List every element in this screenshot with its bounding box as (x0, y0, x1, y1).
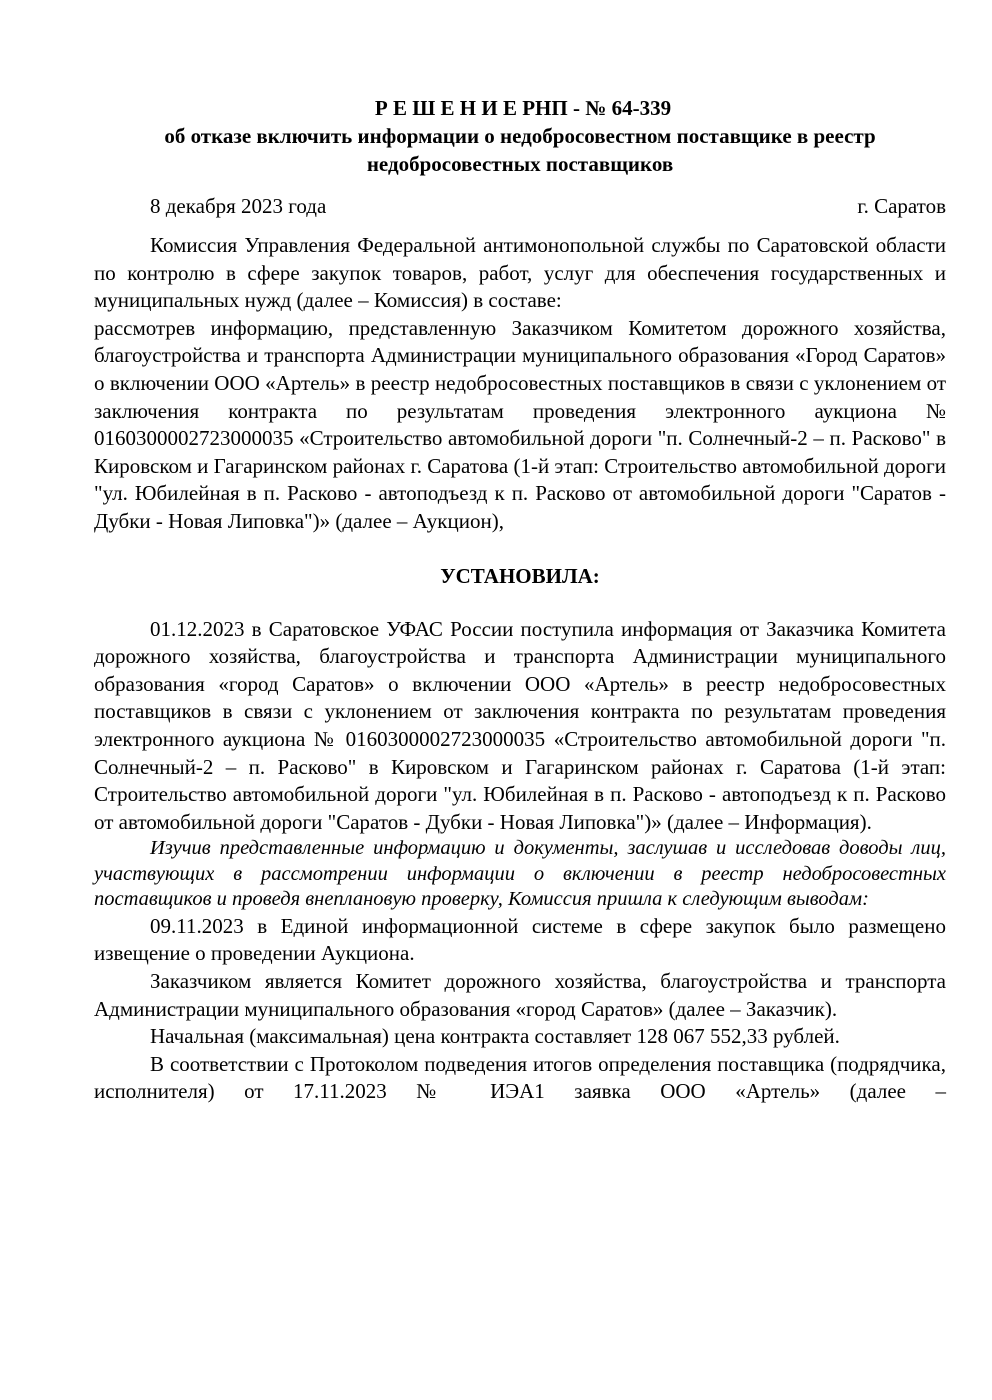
body-paragraph-price: Начальная (максимальная) цена контракта составляет 128 067 552,33 рублей. (150, 1024, 840, 1049)
intro-commission-paragraph: Комиссия Управления Федеральной антимонопольной службы по Саратовской области по контролю в сфере закупок товаров, работ, услуг для обеспечения государственных и муниципальных нужд (далее – Комиссия) в составе: (94, 233, 946, 313)
decision-subject: об отказе включить информации о недобросовестном поставщике в реестр недобросовестных поставщиков (164, 124, 876, 176)
section-heading: УСТАНОВИЛА: (440, 563, 600, 588)
body-paragraph-protocol: В соответствии с Протоколом подведения итогов определения поставщика (подрядчика, исполнителя) от 17.11.2023 № ИЭА1 заявка ООО «Артель» (далее – (94, 1051, 946, 1104)
date-place-row (94, 192, 946, 220)
body-paragraph-notice: 09.11.2023 в Единой информационной системе в сфере закупок было размещено извещение о проведении Аукциона. (94, 913, 946, 966)
decision-date: 8 декабря 2023 года (150, 194, 327, 218)
document-page (94, 94, 946, 1106)
body-paragraph-info-received: 01.12.2023 в Саратовское УФАС России поступила информация от Заказчика Комитета дорожного хозяйства, благоустройства и транспорта Администрации муниципального образования «город Саратов» о включении ООО «Артель» в реестр недобросовестных поставщиков в связи с уклонением от заключения контракта по результатам проведения электронного аукциона № 0160300002723000035 «Строительство автомобильной дороги "п. Солнечный-2 – п. Расково" в Кировском и Гагаринском районах г. Саратова (1-й этап: Строительство автомобильной дороги "ул. Юбилейная в п. Расково - автоподъезд к п. Расково от автомобильной дороги "Саратов - Дубки - Новая Липовка")» (далее – Информация). (94, 616, 946, 834)
body-paragraph-findings: Изучив представленные информацию и документы, заслушав и исследовав доводы лиц, участвующих в рассмотрении информации о включении в реестр недобросовестных поставщиков и проведя внеплановую проверку, Комиссия пришла к следующим выводам: (94, 837, 946, 911)
intro-review-paragraph: рассмотрев информацию, представленную Заказчиком Комитетом дорожного хозяйства, благоустройства и транспорта Администрации муниципального образования «Город Саратов» о включении ООО «Артель» в реестр недобросовестных поставщиков в связи с уклонением от заключения контракта по результатам проведения электронного аукциона № 0160300002723000035 «Строительство автомобильной дороги "п. Солнечный-2 – п. Расково" в Кировском и Гагаринском районах г. Саратова (1-й этап: Строительство автомобильной дороги "ул. Юбилейная в п. Расково - автоподъезд к п. Расково от автомобильной дороги "Саратов - Дубки - Новая Липовка")» (далее – Аукцион), (94, 315, 946, 533)
decision-city: г. Саратов (857, 194, 946, 218)
decision-number: Р Е Ш Е Н И Е РНП - № 64-339 (374, 96, 672, 120)
document-title (94, 94, 946, 178)
body-paragraph-customer: Заказчиком является Комитет дорожного хозяйства, благоустройства и транспорта Администрации муниципального образования «город Саратов» (далее – Заказчик). (94, 968, 946, 1021)
